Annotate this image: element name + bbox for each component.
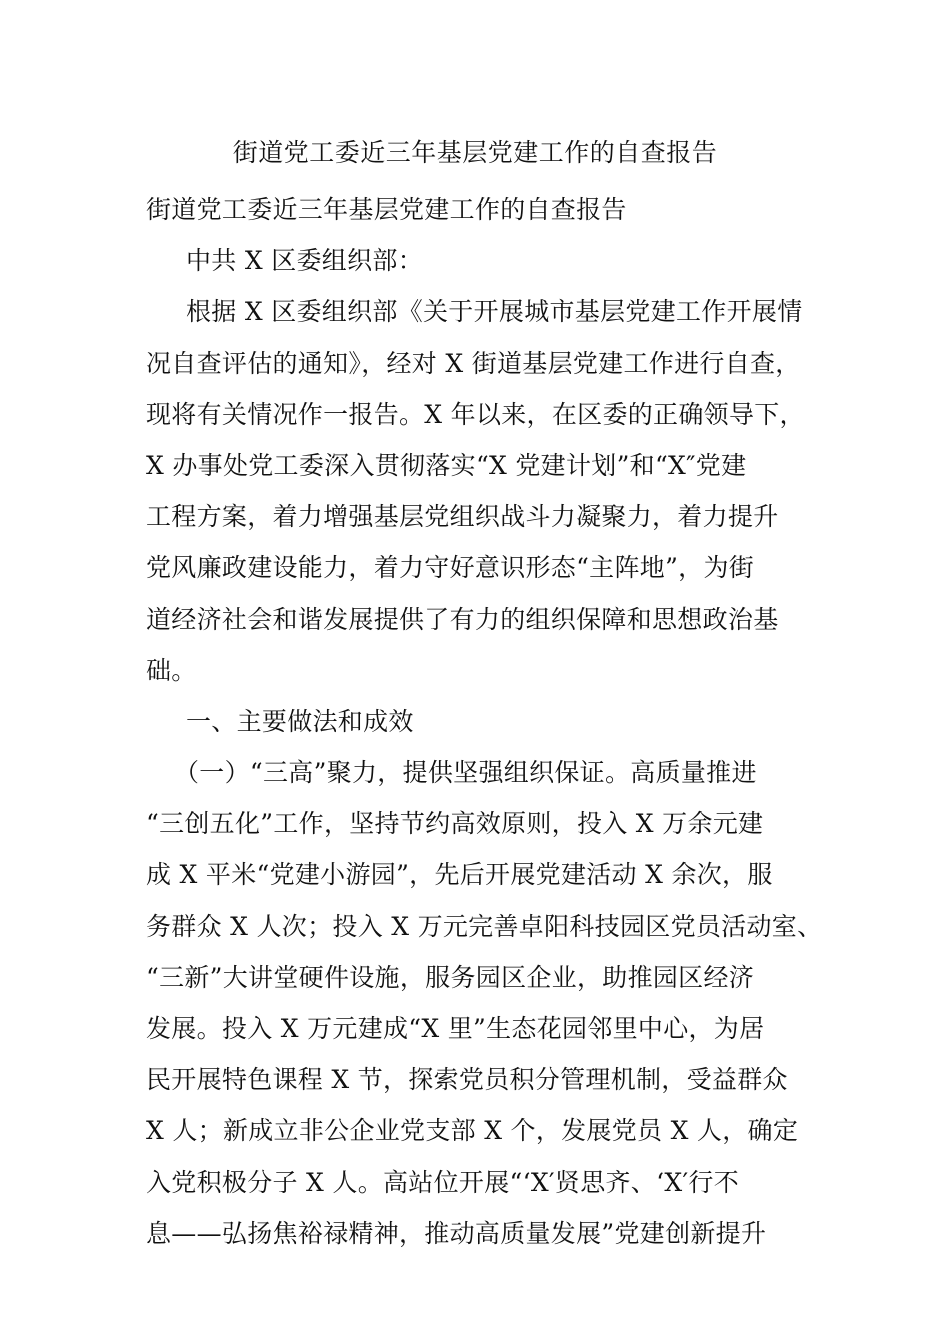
paragraph-line: 发展。投入 X 万元建成“X 里”生态花园邻里中心，为居 (146, 1014, 765, 1043)
document-title: 街道党工委近三年基层党建工作的自查报告 (232, 138, 718, 167)
paragraph-line: 现将有关情况作一报告。X 年以来，在区委的正确领导下， (146, 399, 805, 429)
paragraph-line: 成 X 平米“党建小游园”，先后开展党建活动 X 余次，服 (146, 860, 773, 890)
paragraph-line: X 办事处党工委深入贯彻落实“X 党建计划”和“X″党建 (146, 450, 747, 480)
document-body (146, 184, 823, 1259)
addressee-line: 中共 X 区委组织部： (186, 246, 423, 276)
paragraph-line: 根据 X 区委组织部《关于开展城市基层党建工作开展情 (186, 297, 803, 327)
paragraph-line: 道经济社会和谐发展提供了有力的组织保障和思想政治基 (146, 604, 779, 634)
section-heading: 一、主要做法和成效 (186, 706, 414, 736)
paragraph-line: 息——弘扬焦裕禄精神，推动高质量发展”党建创新提升 (146, 1218, 767, 1248)
paragraph-line: “三创五化”工作，坚持节约高效原则，投入 X 万余元建 (146, 809, 764, 839)
subsection-line: （一）“三高”聚力，提供坚强组织保证。高质量推进 (174, 758, 757, 788)
paragraph-line: 党风廉政建设能力，着力守好意识形态“主阵地”，为街 (146, 553, 755, 583)
paragraph-line: 务群众 X 人次；投入 X 万元完善卓阳科技园区党员活动室、 (146, 911, 823, 941)
paragraph-line: X 人；新成立非公企业党支部 X 个，发展党员 X 人，确定 (146, 1116, 799, 1146)
paragraph-line: “三新”大讲堂硬件设施，服务园区企业，助推园区经济 (146, 962, 755, 992)
paragraph-line: 况自查评估的通知》，经对 X 街道基层党建工作进行自查， (146, 348, 801, 378)
paragraph-line: 工程方案，着力增强基层党组织战斗力凝聚力，着力提升 (146, 502, 779, 532)
paragraph-line: 入党积极分子 X 人。高站位开展“‘X′贤思齐、‘X′行不 (146, 1167, 740, 1197)
paragraph-line: 础。 (146, 655, 197, 685)
paragraph-line: 民开展特色课程 X 节，探索党员积分管理机制，受益群众 (146, 1065, 788, 1095)
subtitle-line: 街道党工委近三年基层党建工作的自查报告 (146, 195, 627, 224)
